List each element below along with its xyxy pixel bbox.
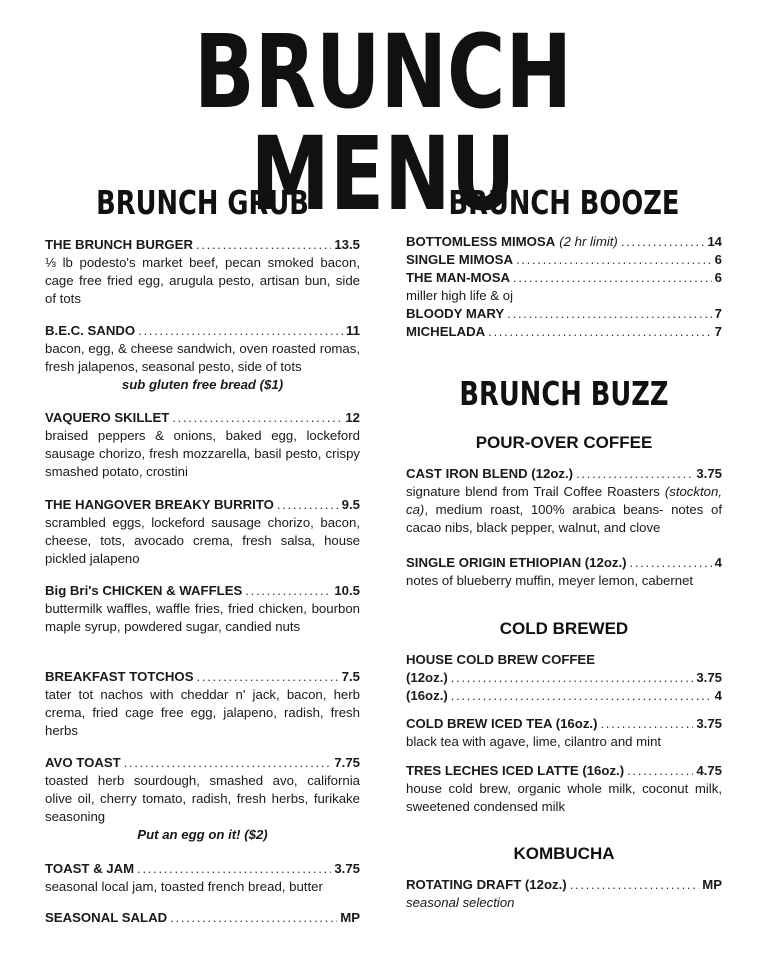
item-name: (12oz.) xyxy=(406,670,448,685)
item-note: sub gluten free bread ($1) xyxy=(121,377,284,392)
menu-item-cast-iron-blend xyxy=(406,465,722,537)
menu-item-breakfast-totchos xyxy=(45,668,360,740)
item-description-location: (stockton, ca) xyxy=(406,484,722,517)
menu-item-toast-jam xyxy=(45,860,360,896)
item-price: 6 xyxy=(714,252,722,267)
pour-over-heading: POUR-OVER COFFEE xyxy=(475,433,653,452)
item-name: SINGLE ORIGIN ETHIOPIAN (12oz.) xyxy=(406,555,627,570)
item-name: B.E.C. SANDO xyxy=(45,323,136,338)
item-description xyxy=(406,483,722,537)
item-price: MP xyxy=(702,877,722,892)
item-description: black tea with agave, lime, cilantro and mint xyxy=(406,734,662,749)
item-price: 3.75 xyxy=(696,670,722,685)
item-name: THE HANGOVER BREAKY BURRITO xyxy=(45,497,274,512)
menu-item-cold-brew-iced-tea xyxy=(406,715,722,751)
item-description: miller high life & oj xyxy=(406,288,514,303)
item-name: BOTTOMLESS MIMOSA xyxy=(406,234,556,249)
menu-item-man-mosa xyxy=(406,269,722,305)
item-description: seasonal selection xyxy=(406,895,515,910)
item-description: house cold brew, organic whole milk, coconut milk, sweetened condensed milk xyxy=(406,781,722,814)
menu-item-cold-brew-16oz xyxy=(406,687,722,705)
item-note: Put an egg on it! ($2) xyxy=(137,827,268,842)
kombucha-heading: KOMBUCHA xyxy=(513,844,615,863)
item-price: 7 xyxy=(714,324,722,339)
menu-item-chicken-waffles xyxy=(45,582,360,636)
item-name: HOUSE COLD BREW COFFEE xyxy=(406,652,596,667)
item-name: AVO TOAST xyxy=(45,755,121,770)
item-name: CAST IRON BLEND (12oz.) xyxy=(406,466,574,481)
item-price: 10.5 xyxy=(334,583,360,598)
menu-item-single-origin-ethiopian xyxy=(406,554,722,590)
item-name: THE BRUNCH BURGER xyxy=(45,237,193,252)
menu-item-cold-brew-12oz xyxy=(406,669,722,687)
menu-title: BRUNCH MENU xyxy=(193,13,573,234)
grub-heading: BRUNCH GRUB xyxy=(96,183,309,222)
item-description: toasted herb sourdough, smashed avo, california olive oil, cherry tomato, radish, fresh herbs, furikake seasoning xyxy=(45,773,360,824)
menu-item-single-mimosa xyxy=(406,251,722,269)
item-name: SEASONAL SALAD xyxy=(45,910,168,925)
item-note: (2 hr limit) xyxy=(559,234,618,249)
item-description: notes of blueberry muffin, meyer lemon, cabernet xyxy=(406,573,694,588)
item-name: VAQUERO SKILLET xyxy=(45,410,170,425)
item-price: 4.75 xyxy=(696,763,722,778)
item-description: tater tot nachos with cheddar n' jack, bacon, herb crema, fried cage free egg, jalapeno, radish, fresh herbs xyxy=(45,687,360,738)
item-description: seasonal local jam, toasted french bread, butter xyxy=(45,879,323,894)
booze-heading: BRUNCH BOOZE xyxy=(448,183,680,222)
item-name: BREAKFAST TOTCHOS xyxy=(45,669,194,684)
item-price: 7.5 xyxy=(341,669,360,684)
item-price: MP xyxy=(340,910,360,925)
cold-brewed-heading: COLD BREWED xyxy=(499,619,629,638)
item-name: COLD BREW ICED TEA (16oz.) xyxy=(406,716,598,731)
item-name: MICHELADA xyxy=(406,324,486,339)
item-name: THE MAN-MOSA xyxy=(406,270,511,285)
menu-item-bloody-mary xyxy=(406,305,722,323)
item-price: 3.75 xyxy=(696,716,722,731)
item-name: SINGLE MIMOSA xyxy=(406,252,513,267)
item-price: 7 xyxy=(714,306,722,321)
item-name: Big Bri's CHICKEN & WAFFLES xyxy=(45,583,243,598)
item-description: ⅓ lb podesto's market beef, pecan smoked bacon, cage free fried egg, arugula pesto, artisan bun, side of tots xyxy=(45,255,360,306)
item-name: (16oz.) xyxy=(406,688,448,703)
item-description: buttermilk waffles, waffle fries, fried chicken, bourbon maple syrup, powdered sugar, candied nuts xyxy=(45,601,360,634)
menu-item-bec-sando xyxy=(45,322,360,394)
item-name: TRES LECHES ICED LATTE (16oz.) xyxy=(406,763,625,778)
item-price: 14 xyxy=(707,234,722,249)
item-name: ROTATING DRAFT (12oz.) xyxy=(406,877,567,892)
item-price: 6 xyxy=(714,270,722,285)
item-price: 4 xyxy=(714,688,722,703)
item-name: BLOODY MARY xyxy=(406,306,505,321)
buzz-heading: BRUNCH BUZZ xyxy=(459,374,669,413)
menu-item-hangover-burrito xyxy=(45,496,360,568)
menu-item-michelada xyxy=(406,323,722,341)
menu-item-vaquero-skillet xyxy=(45,409,360,481)
item-price: 3.75 xyxy=(334,861,360,876)
item-price: 3.75 xyxy=(696,466,722,481)
menu-item-rotating-draft xyxy=(406,876,722,912)
item-description: scrambled eggs, lockeford sausage chorizo, bacon, cheese, tots, avocado crema, fresh salsa, house pickled jalapeno xyxy=(45,515,360,566)
item-price: 11 xyxy=(346,323,360,338)
menu-item-bottomless-mimosa xyxy=(406,233,722,251)
menu-item-seasonal-salad xyxy=(45,909,360,927)
item-description-c: , medium roast, 100% arabica beans- notes of cacao nibs, black pepper, walnut, and clove xyxy=(406,502,722,535)
item-description-a: signature blend from Trail Coffee Roasters xyxy=(406,484,660,499)
menu-item-tres-leches-latte xyxy=(406,762,722,816)
menu-item-brunch-burger xyxy=(45,236,360,308)
item-price: 7.75 xyxy=(334,755,360,770)
item-description: bacon, egg, & cheese sandwich, oven roasted romas, fresh jalapenos, seasonal pesto, side of tots xyxy=(45,341,360,374)
item-price: 9.5 xyxy=(341,497,360,512)
item-price: 13.5 xyxy=(334,237,360,252)
item-price: 4 xyxy=(714,555,722,570)
menu-item-house-cold-brew xyxy=(406,651,722,669)
item-description: braised peppers & onions, baked egg, lockeford sausage chorizo, fresh mozzarella, basil pesto, crispy smashed potato, crostini xyxy=(45,428,360,479)
item-price: 12 xyxy=(345,410,360,425)
menu-item-avo-toast xyxy=(45,754,360,844)
item-name: TOAST & JAM xyxy=(45,861,135,876)
